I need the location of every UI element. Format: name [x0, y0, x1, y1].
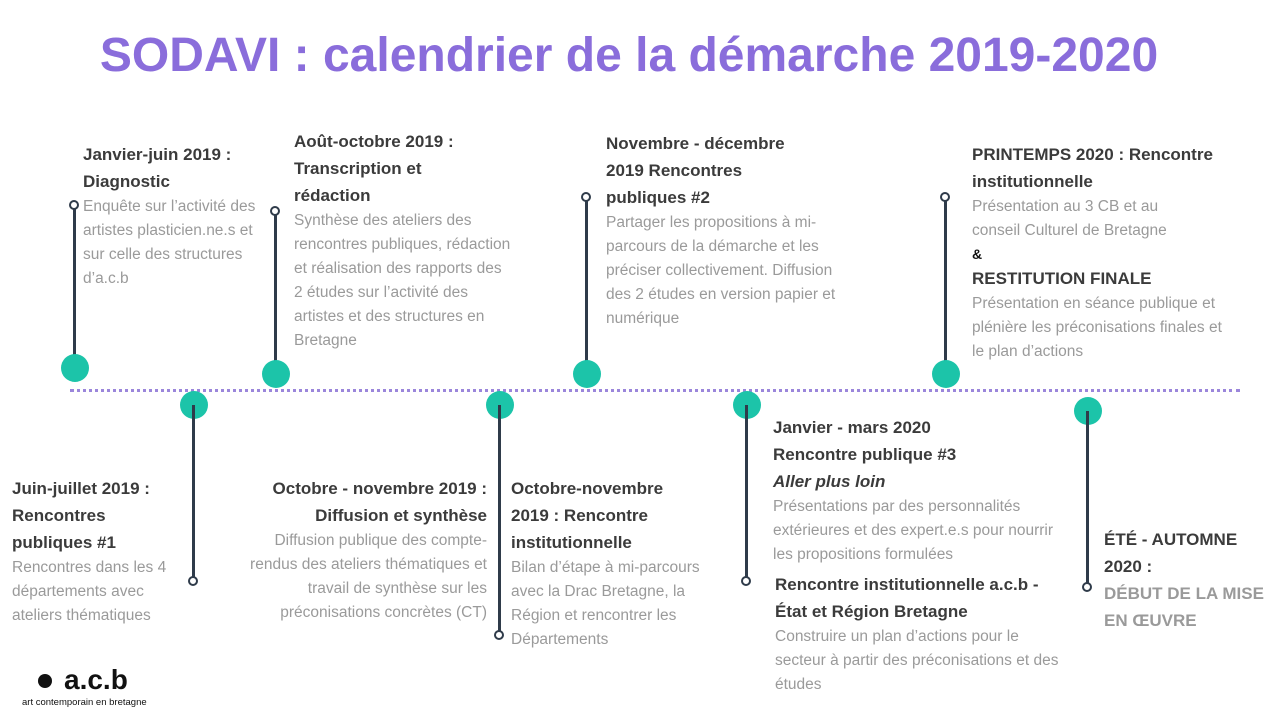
stem-end-e9 — [1082, 582, 1092, 592]
stem-e1 — [73, 205, 76, 369]
event-e4 — [232, 475, 487, 625]
stem-end-e7 — [741, 576, 751, 586]
milestone-dot-e8 — [932, 360, 960, 388]
event-e8-heading2: RESTITUTION FINALE — [972, 269, 1152, 288]
stem-end-e1 — [69, 200, 79, 210]
event-e1-body: Enquête sur l’activité des artistes plasticien.ne.s et sur celle des structures d’a.c.b — [83, 198, 256, 287]
event-e9 — [1104, 526, 1269, 634]
event-e2-body: Rencontres dans les 4 départements avec ateliers thématiques — [12, 559, 167, 624]
event-e8-heading: PRINTEMPS 2020 : Rencontre institutionnelle — [972, 145, 1213, 191]
event-e8-body2: Présentation en séance publique et plénière les préconisations finales et le plan d’actions — [972, 295, 1222, 360]
event-e7-heading: Janvier - mars 2020 Rencontre publique #3 — [773, 418, 957, 464]
logo-subtitle: art contemporain en bretagne — [22, 697, 147, 708]
event-e1 — [83, 141, 258, 291]
event-e9-heading: ÉTÉ - AUTOMNE 2020 : — [1104, 530, 1238, 576]
event-e5-body: Bilan d’étape à mi-parcours avec la Drac Bretagne, la Région et rencontrer les Départements — [511, 559, 700, 648]
event-e5-heading: Octobre-novembre 2019 : Rencontre institutionnelle — [511, 479, 664, 552]
event-e2-heading: Juin-juillet 2019 : Rencontres publiques #1 — [12, 479, 150, 552]
stem-e5 — [498, 405, 501, 635]
event-e7-body: Présentations par des personnalités extérieures et des expert.e.s pour nourrir les propositions formulées — [773, 498, 1053, 563]
stem-e7 — [745, 405, 748, 581]
event-e7 — [773, 414, 1073, 697]
event-e6-heading: Novembre - décembre 2019 Rencontres publiques #2 — [606, 134, 785, 207]
page-title: SODAVI : calendrier de la démarche 2019-2020 — [99, 29, 1159, 82]
event-e3-heading: Août-octobre 2019 : Transcription et rédaction — [294, 132, 454, 205]
event-e1-heading: Janvier-juin 2019 : Diagnostic — [83, 145, 232, 191]
stem-e6 — [585, 197, 588, 373]
event-e4-body: Diffusion publique des compte-rendus des ateliers thématiques et travail de synthèse sur les préconisations concrètes (CT) — [250, 532, 487, 621]
event-e8 — [972, 141, 1227, 364]
milestone-dot-e3 — [262, 360, 290, 388]
event-e6 — [606, 130, 846, 331]
event-e7-body2: Construire un plan d’actions pour le secteur à partir des préconisations et des études — [775, 628, 1059, 693]
event-e3-body: Synthèse des ateliers des rencontres publiques, rédaction et réalisation des rapports des 2 études sur l’activité des artistes et des structures en Bretagne — [294, 212, 511, 349]
stem-e9 — [1086, 411, 1089, 587]
logo-name: a.c.b — [64, 664, 128, 695]
event-e7-subheading: Aller plus loin — [773, 472, 886, 491]
event-e5 — [511, 475, 716, 652]
milestone-dot-e1 — [61, 354, 89, 382]
event-e9-heading2: DÉBUT DE LA MISE EN ŒUVRE — [1104, 584, 1264, 630]
milestone-dot-e6 — [573, 360, 601, 388]
event-e6-body: Partager les propositions à mi- parcours de la démarche et les préciser collectivement. Diffusion des 2 études en version papier et numérique — [606, 214, 836, 327]
stem-end-e6 — [581, 192, 591, 202]
stem-end-e8 — [940, 192, 950, 202]
event-e4-heading: Octobre - novembre 2019 : Diffusion et synthèse — [272, 479, 487, 525]
stem-e8 — [944, 197, 947, 373]
event-e8-ampersand: & — [972, 246, 983, 262]
stem-end-e3 — [270, 206, 280, 216]
event-e3 — [294, 128, 514, 353]
event-e2 — [12, 475, 192, 628]
event-e7-heading2: Rencontre institutionnelle a.c.b - État et Région Bretagne — [775, 575, 1039, 621]
stem-e3 — [274, 211, 277, 373]
stem-end-e5 — [494, 630, 504, 640]
logo-dot-icon — [38, 674, 52, 688]
timeline-axis — [70, 389, 1240, 392]
stem-e2 — [192, 405, 195, 581]
event-e8-body: Présentation au 3 CB et au conseil Culturel de Bretagne — [972, 198, 1167, 239]
